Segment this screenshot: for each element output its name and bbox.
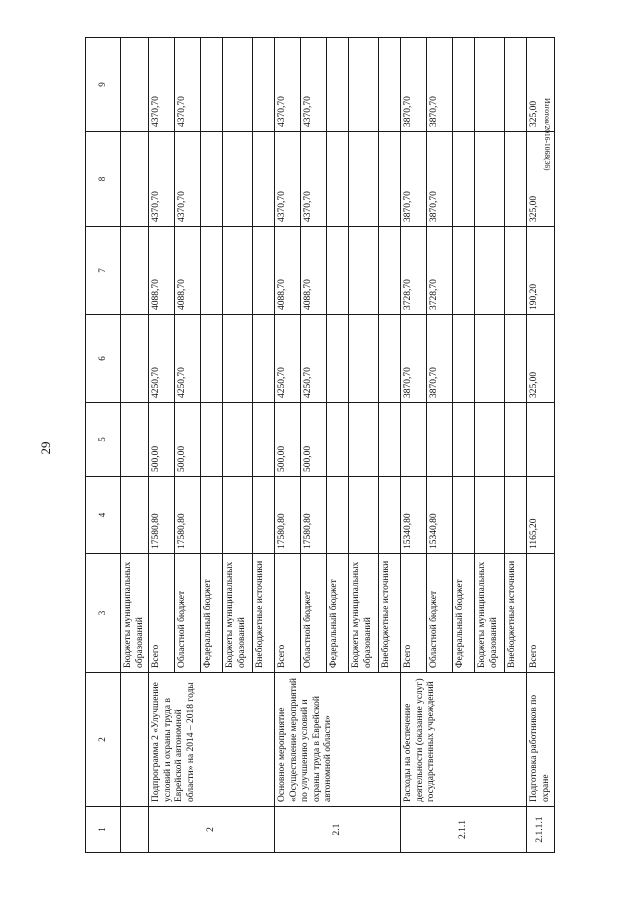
amount-cell-c8: 4370,70 [175,132,201,227]
amount-cell-c6: 325,00 [527,315,555,403]
amount-cell-c4 [201,477,223,554]
amount-cell-c4: 17580,80 [149,477,175,554]
amount-cell-c8: 3870,70 [427,132,453,227]
header-cell-6: 6 [86,315,121,403]
amount-cell-c6: 4250,70 [301,315,327,403]
amount-cell-c9 [253,38,275,132]
amount-cell-c8 [327,132,349,227]
amount-cell-c5 [505,403,527,477]
header-cell-3: 3 [86,554,121,673]
amount-cell-c5 [527,403,555,477]
amount-cell-c9: 4370,70 [275,38,301,132]
amount-cell-c9: 4370,70 [175,38,201,132]
amount-cell-c7 [453,227,475,315]
funding-source-cell: Федеральный бюджет [201,554,223,673]
table-body [86,38,555,853]
amount-cell-c4 [379,477,401,554]
amount-cell-c8 [379,132,401,227]
funding-source-cell: Всего [149,554,175,673]
funding-source-cell: Областной бюджет [175,554,201,673]
amount-cell-c5: 500,00 [175,403,201,477]
amount-cell-c7: 4088,70 [275,227,301,315]
amount-cell-c5 [223,403,253,477]
table-row [401,38,427,853]
amount-cell-c6 [379,315,401,403]
rotated-table-container [85,38,555,853]
funding-source-cell: Бюджеты муниципальных образований [475,554,505,673]
amount-cell-c6 [223,315,253,403]
funding-source-cell: Всего [401,554,427,673]
row-number-cell: 2.1.1.1 [527,807,555,853]
amount-cell-c5 [253,403,275,477]
amount-cell-c9: 3870,70 [401,38,427,132]
amount-cell-c4 [223,477,253,554]
amount-cell-c5: 500,00 [275,403,301,477]
amount-cell-c7: 190,20 [527,227,555,315]
event-name-cell: Подготовка работников по охране [527,673,555,807]
amount-cell-c6 [475,315,505,403]
amount-cell-c6 [253,315,275,403]
amount-cell-c7: 4088,70 [301,227,327,315]
amount-cell-c4 [505,477,527,554]
amount-cell-c6 [201,315,223,403]
funding-source-cell: Внебюджетные источники [505,554,527,673]
amount-cell-c4: 17580,80 [301,477,327,554]
amount-cell-c4: 15340,80 [401,477,427,554]
row-number-cell [121,807,149,853]
amount-cell-c9: 4370,70 [301,38,327,132]
amount-cell-c8: 4370,70 [275,132,301,227]
amount-cell-c5 [379,403,401,477]
page-number: 29 [38,441,53,455]
amount-cell-c5: 500,00 [149,403,175,477]
amount-cell-c7: 4088,70 [175,227,201,315]
amount-cell-c9 [505,38,527,132]
amount-cell-c6: 3870,70 [401,315,427,403]
amount-cell-c7 [505,227,527,315]
amount-cell-c7 [223,227,253,315]
amount-cell-c4: 17580,80 [175,477,201,554]
amount-cell-c5 [427,403,453,477]
amount-cell-c7: 4088,70 [149,227,175,315]
amount-cell-c9 [379,38,401,132]
amount-cell-c8: 3870,70 [401,132,427,227]
amount-cell-c7: 3728,70 [401,227,427,315]
amount-cell-c5 [327,403,349,477]
amount-cell-c7 [201,227,223,315]
amount-cell-c8: 4370,70 [301,132,327,227]
table-row [149,38,175,853]
amount-cell-c5 [401,403,427,477]
amount-cell-c4: 1165,20 [527,477,555,554]
amount-cell-c8 [475,132,505,227]
table-row [527,38,555,853]
budget-table [85,37,555,853]
column-number-header-row [86,38,121,853]
header-cell-1: 1 [86,807,121,853]
amount-cell-c4 [121,477,149,554]
amount-cell-c9 [475,38,505,132]
row-number-cell: 2 [149,807,275,853]
amount-cell-c9: 3870,70 [427,38,453,132]
amount-cell-c5: 500,00 [301,403,327,477]
amount-cell-c7: 3728,70 [427,227,453,315]
amount-cell-c8 [453,132,475,227]
amount-cell-c7 [121,227,149,315]
amount-cell-c8 [505,132,527,227]
amount-cell-c5 [349,403,379,477]
amount-cell-c4: 17580,80 [275,477,301,554]
amount-cell-c9 [121,38,149,132]
header-cell-4: 4 [86,477,121,554]
amount-cell-c7 [253,227,275,315]
funding-source-cell: Внебюджетные источники [379,554,401,673]
amount-cell-c7 [475,227,505,315]
amount-cell-c8 [121,132,149,227]
amount-cell-c6 [505,315,527,403]
funding-source-cell: Областной бюджет [427,554,453,673]
amount-cell-c4: 15340,80 [427,477,453,554]
amount-cell-c5 [475,403,505,477]
funding-source-cell: Федеральный бюджет [327,554,349,673]
event-name-cell [121,673,149,807]
amount-cell-c6: 3870,70 [427,315,453,403]
event-name-cell: Основное мероприятие «Осуществление мероприятий по улучшению условий и охраны труда в Еврейской автономной области» [275,673,401,807]
amount-cell-c7 [349,227,379,315]
amount-cell-c6: 4250,70 [275,315,301,403]
amount-cell-c6 [121,315,149,403]
amount-cell-c8 [253,132,275,227]
amount-cell-c9 [453,38,475,132]
amount-cell-c8: 325,00 [527,132,555,227]
funding-source-cell: Бюджеты муниципальных образований [223,554,253,673]
amount-cell-c9: 4370,70 [149,38,175,132]
header-cell-5: 5 [86,403,121,477]
amount-cell-c4 [327,477,349,554]
funding-source-cell: Бюджеты муниципальных образований [121,554,149,673]
amount-cell-c8: 4370,70 [149,132,175,227]
funding-source-cell: Бюджеты муниципальных образований [349,554,379,673]
header-cell-9: 9 [86,38,121,132]
amount-cell-c4 [349,477,379,554]
amount-cell-c5 [121,403,149,477]
amount-cell-c5 [201,403,223,477]
amount-cell-c4 [475,477,505,554]
amount-cell-c9: 325,00 [527,38,555,132]
amount-cell-c8 [223,132,253,227]
amount-cell-c6 [349,315,379,403]
amount-cell-c9 [201,38,223,132]
row-number-cell: 2.1 [275,807,401,853]
event-name-cell: Расходы на обеспечение деятельности (оказание услуг) государственных учреждений [401,673,527,807]
amount-cell-c9 [327,38,349,132]
funding-source-cell: Всего [527,554,555,673]
amount-cell-c7 [379,227,401,315]
table-row [121,38,149,853]
header-cell-2: 2 [86,673,121,807]
funding-source-cell: Внебюджетные источники [253,554,275,673]
amount-cell-c8 [201,132,223,227]
funding-source-cell: Областной бюджет [301,554,327,673]
funding-source-cell: Всего [275,554,301,673]
amount-cell-c7 [327,227,349,315]
amount-cell-c4 [253,477,275,554]
amount-cell-c6 [327,315,349,403]
amount-cell-c5 [453,403,475,477]
table-row [275,38,301,853]
amount-cell-c6: 4250,70 [149,315,175,403]
amount-cell-c9 [349,38,379,132]
funding-source-cell: Федеральный бюджет [453,554,475,673]
amount-cell-c6 [453,315,475,403]
row-number-cell: 2.1.1 [401,807,527,853]
amount-cell-c6: 4250,70 [175,315,201,403]
amount-cell-c4 [453,477,475,554]
document-footer-code: Изготов/2016-1068(36) [543,98,552,171]
event-name-cell: Подпрограмма 2 «Улучшение условий и охраны труда в Еврейской автономной области» на 2014 – 2018 годы [149,673,275,807]
header-cell-8: 8 [86,132,121,227]
header-cell-7: 7 [86,227,121,315]
amount-cell-c9 [223,38,253,132]
amount-cell-c8 [349,132,379,227]
